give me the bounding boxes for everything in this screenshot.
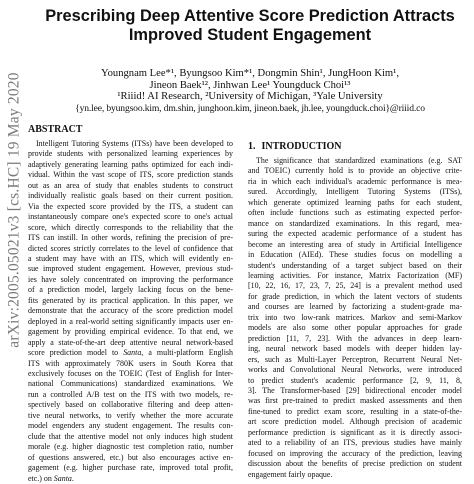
text-line: which generate optimized learning paths for each student, [248,197,462,207]
text-line: suring the expected academic performance of a student has [248,229,462,239]
text-line: models are also some other popular approaches for grade [248,323,462,333]
text-line: ITS can instill. In other words, refining the precision of pre- [28,233,233,243]
text-line: spectively based on collaborative filtering and deep atten- [28,400,233,410]
text-line: ing, neural network based models with deeper hidden lay- [248,344,462,354]
section-title: INTRODUCTION [261,141,342,152]
text-line: gagement (e.g. higher purchase rate, improved total profit, [28,463,233,473]
text-line: prediction [11, 7, 23]. With the advances in deep learn- [248,333,462,343]
abstract-column [28,124,233,484]
abstract-body [28,139,233,484]
text-line: art score prediction model. Although precision of academic [248,417,462,427]
text-line: model engenders any student engagement. The results con- [28,421,233,431]
text-line: clude that the attentive model not only induces high student [28,431,233,441]
text-line: in Education (AIEd). These studies focus on modelling a [248,250,462,260]
text-line: Via the expected score provided by the ITS, a student can [28,201,233,211]
text-line: learning activities. For instance, Matrix Factorization (MF) [248,270,462,280]
author-block [30,68,470,114]
text-line: morale (e.g. higher diagnostic test completion ratio, number [28,442,233,452]
text-line: fits generated by its practical application. In this paper, we [28,295,233,305]
text-line: sured. Accordingly, Intelligent Tutoring Systems (ITSs), [248,187,462,197]
text-line: national Communications) standardized examinations. We [28,379,233,389]
text-line: often include functions such as estimating expected perfor- [248,208,462,218]
text-line: a student may have with an ITS, which will evidently en- [28,253,233,263]
text-line: sue improved student engagement. However, previous stud- [28,264,233,274]
text-line: ITS with approximately 780K users in South Korea that [28,358,233,368]
abstract-heading: ABSTRACT [28,124,83,135]
arxiv-identifier: arXiv:2005.05021v3 [cs.HC] 19 May 2020 [6,72,24,348]
text-line: works and Convolutional Neural Networks, were introduced [248,365,462,375]
text-line: discussion about the benefits of precise prediction on student [248,459,462,469]
title-line-1: Prescribing Deep Attentive Score Prediction Attracts [45,7,455,25]
text-line: vidual. Within the vast scope of ITS, score prediction stands [28,170,233,180]
text-line: ers, such as Multi-Layer Perceptron, Recurrent Neural Net- [248,354,462,364]
text-line: and courses are learned by factorizing a student-grade ma- [248,302,462,312]
title-line-2: Improved Student Engagement [128,26,372,44]
author-names-line-1: Youngnam Lee*¹, Byungsoo Kim*¹, Dongmin Shin¹, JungHoon Kim¹, [101,68,399,79]
text-line: tive neural networks, to verify whether the more accurate [28,410,233,420]
text-line: become an interesting area of study in Artificial Intelligence [248,239,462,249]
text-line: Intelligent Tutoring Systems (ITSs) have been developed to [36,139,233,148]
text-line: gagement by providing empirical evidence. To that end, we [28,327,233,337]
text-line: mance on standardized examinations. In this regard, mea- [248,218,462,228]
text-line: focused on improving the accuracy of the prediction, leaving [248,448,462,458]
text-line: [10, 22, 16, 17, 23, 7, 25, 24] is a prevalent method used [248,281,462,291]
text-line: instantaneously compare one's expected score to one's actual [28,212,233,222]
text-line: etc.) on Santa. [28,473,74,483]
text-line: fine-tuned to predict exam score, resulting in a state-of-the- [248,406,462,416]
section-number: 1. [248,141,256,152]
text-line: out as an area of study that enables students to construct [28,180,233,190]
text-line: adaptively generating learning paths optimized for each indi- [28,159,233,169]
text-line: was first pre-trained to predict masked assessments and then [248,396,462,406]
text-line: ria in which each individual's academic performance is mea- [248,176,462,186]
text-line: exclusively focuses on the TOEIC (Test of English for Inter- [28,368,233,378]
introduction-column [248,141,462,480]
text-line: ated to a reliability of an ITS, previous studies have mainly [248,438,462,448]
affiliations: ¹Riiid! AI Research, ²University of Michigan, ³Yale University [117,91,383,103]
text-line: of a prediction model, largely lacking focus on the bene- [28,285,233,295]
text-line: ies have solely concentrated on improving the performance [28,274,233,284]
text-line: student's understanding of a target subject based on their [248,260,462,270]
text-line: provide students with personalized learning experiences by [28,149,233,159]
text-line: of questions answered, etc.) but also encourages active en- [28,452,233,462]
text-line: apply a state-of-the-art deep attentive neural network-based [28,337,233,347]
text-line: dicted scores strictly correlates to the level of confidence that [28,243,233,253]
text-line: trix into two low-rank matrices. Markov and semi-Markov [248,312,462,322]
text-line: for grade prediction, in which the latent vectors of students [248,291,462,301]
introduction-heading [248,141,462,153]
text-line: run a controlled A/B test on the ITS with two models, re- [28,389,233,399]
text-line: score, which directly corresponds to the reliability that the [28,222,233,232]
text-line: demonstrate that the accuracy of the score prediction model [28,306,233,316]
paper-title [30,7,470,45]
introduction-body [248,156,462,480]
text-line: 3]. The Transformer-based [29] bidirectional encoder model [248,385,462,395]
author-names-line-2: Jineon Baek¹², Jinhwan Lee¹ Youngduck Choi¹³ [149,79,351,91]
text-line: deployed in a real-world setting significantly impacts user en- [28,316,233,326]
text-line: performance prediction is significant as it is directly associ- [248,427,462,437]
text-line: The significance that standardized examinations (e.g. SAT [256,156,462,165]
text-line: and TOEIC) currently hold is to provide an objective crite- [248,166,462,176]
text-line: individually realistic goals based on their current position. [28,191,233,201]
text-line: to predict student's academic performance [2, 9, 11, 8, [248,375,462,385]
arxiv-side-stamp [4,0,26,420]
text-line: engagement fairly opaque. [248,469,333,479]
text-line: score prediction model to Santa, a multi-platform English [28,348,233,358]
author-emails: {yn.lee, byungsoo.kim, dm.shin, junghoon.kim, jineon.baek, jh.lee, youngduck.choi}@riiid.co [75,102,425,114]
